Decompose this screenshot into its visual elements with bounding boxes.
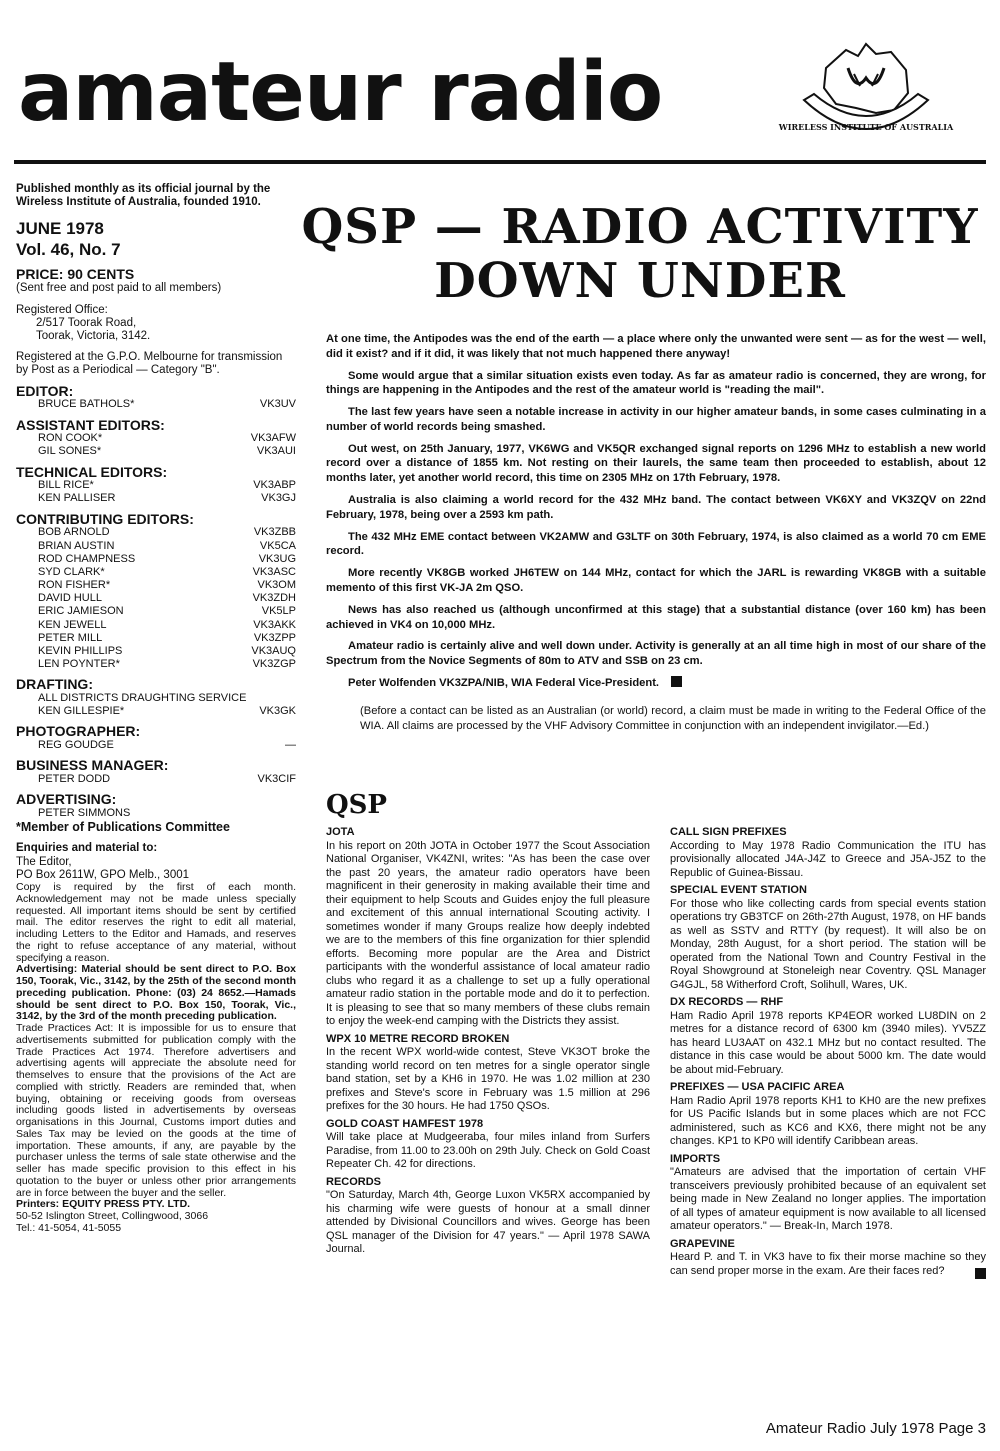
news-body: Ham Radio April 1978 reports KH1 to KH0 are the new prefixes for US Pacific Islands but in some places which are not FCC administered, such as KC6 and KX6, there might not be any changes. KP1 to KP0 will identify Caribbean areas. <box>670 1094 986 1148</box>
news-heading: JOTA <box>326 826 355 838</box>
staff-callsign: VK3UG <box>258 552 296 565</box>
article-paragraph: News has also reached us (although unconfirmed at this stage) that a substantial distance (over 160 km) has been achieved in VK4 on 10,000 MHz. <box>326 603 986 631</box>
feature-headline <box>300 200 980 308</box>
staff-row <box>16 492 296 505</box>
article-paragraph: Out west, on 25th January, 1977, VK6WG and VK5QR exchanged signal reports on 1296 MHz to establish a new world record over a distance of 1855 km. Not resting on their laurels, the same team then proceeded to establish, about 12 months later, yet another world record, this time on 2305 MHz on 17th February, 1978. <box>326 442 986 485</box>
news-body: In the recent WPX world-wide contest, Steve VK3OT broke the standing world record on ten metres for a single operator single band station, set by a KH6 in 1970. He was 1.02 million at 230 prefixes and Steve's score in February was 1.5 million at 296 prefixes for the 30 hours. He had 1750 QSOs. <box>326 1046 650 1113</box>
volume: Vol. 46, No. 7 <box>16 239 121 259</box>
staff-role: ASSISTANT EDITORS: <box>16 416 165 433</box>
news-heading: DX RECORDS — RHF <box>670 996 784 1009</box>
staff-row <box>16 773 296 786</box>
news-body: "Amateurs are advised that the importation of certain VHF transceivers previously prohibited because of an equivalent set being made in New Zealand no longer applies. The importation of all types of amateur equipment is now available to all licensed amateur operators." — Break-In, March 1978. <box>670 1166 986 1233</box>
staff-name: KEN JEWELL <box>38 618 107 631</box>
qsp-section-title: QSP <box>326 790 387 820</box>
printers-address: 50-52 Islington Street, Collingwood, 3066 <box>16 1210 209 1223</box>
staff-list <box>16 384 296 820</box>
staff-name: RON COOK* <box>38 432 103 445</box>
staff-row <box>16 645 296 658</box>
wia-logo <box>778 38 954 148</box>
staff-callsign: VK3UV <box>259 398 296 411</box>
staff-name: RON FISHER* <box>38 579 111 592</box>
news-heading: GOLD COAST HAMFEST 1978 <box>326 1117 484 1130</box>
news-body: In his report on 20th JOTA in October 1977 the Scout Association National Organiser, VK4ZNI, writes: "As has been the case over the past 20 years, the amateur radio operators have been magnificent in their generosity in making available their time and their equipment to help Scouts and Guides enjoy the full pleasure and excitement of this annual international Scouting activity. I sometimes wonder if many Groups realize how deeply indebted we are to the members of this fine organization for thier splendid efforts. Becoming more popular are the Area and District participants with the wonderful assistance of local amateur radio clubs who regard it as a challenge to set up a fully operational amateur radio station in the portable mode and do it to perfection. It is pleasing to see that so many members of these clubs remain to enjoy the week-end camping with the Districts they assist. <box>326 839 650 1028</box>
news-heading: SPECIAL EVENT STATION <box>670 884 807 897</box>
staff-name: ERIC JAMIESON <box>38 605 124 618</box>
registration-note: Registered at the G.P.O. Melbourne for transmission by Post as a Periodical — Category "B". <box>16 351 283 377</box>
office-line: Toorak, Victoria, 3142. <box>36 329 151 342</box>
end-mark-icon <box>975 1268 986 1279</box>
staff-row <box>16 692 296 705</box>
staff-callsign: VK3AFW <box>250 432 296 445</box>
staff-role: CONTRIBUTING EDITORS: <box>16 510 194 527</box>
staff-role: ADVERTISING: <box>16 791 117 808</box>
staff-row <box>16 605 296 618</box>
news-heading: GRAPEVINE <box>670 1237 735 1250</box>
price: PRICE: 90 CENTS <box>16 266 135 283</box>
end-mark-icon <box>671 676 682 687</box>
staff-name: BOB ARNOLD <box>38 526 110 539</box>
staff-callsign: VK3AKK <box>253 618 296 631</box>
staff-callsign: VK3ZGP <box>252 658 296 671</box>
staff-callsign: VK3ZDH <box>252 592 296 605</box>
trade-practices-notice: Trade Practices Act: It is impossible for us to ensure that advertisements submitted for publication comply with the Trade Practices Act 1974. Therefore advertisers and advertising agents will appreciate the absolute need for themselves to ensure that the provisions of the Act are complied with strictly. Readers are reminded that, when buying, obtaining or receiving goods from overseas including goods listed in advertisements by overseas organisations in this Journal, Customs import duties and Sales Tax may be levied on the goods at the time of importation. These amounts, if any, are payable by the purchaser unless the terms of sale state otherwise and the seller has made specific provision to this effect in his quotation to the buyer or unless other prior arrangements are in force between the buyer and the seller. <box>16 1022 296 1199</box>
staff-name: PETER SIMMONS <box>38 806 131 819</box>
staff-name: KEN PALLISER <box>38 492 116 505</box>
copy-notice: Copy is required by the first of each month. Acknowledgement may not be made unless specially requested. All important items should be sent by certified mail. The editor reserves the right to edit all material, including Letters to the Editor and Hamads, and reserves the right to refuse acceptance of any material, without specifying a reason. <box>16 881 296 964</box>
enquiries-line: PO Box 2611W, GPO Melb., 3001 <box>16 868 190 881</box>
news-heading: RECORDS <box>326 1175 382 1188</box>
staff-row <box>16 592 296 605</box>
staff-row <box>16 398 296 411</box>
advertising-notice: Advertising: Material should be sent direct to P.O. Box 150, Toorak, Vic., 3142, by the 25th of the second month preceding publication. Phone: (03) 24 8652.—Hamads should be sent direct to P.O. Box 150, Toorak, Vic., 3142, by the 3rd of the month preceding publication. <box>16 963 296 1023</box>
headline-line: DOWN UNDER <box>434 253 846 310</box>
staff-role: TECHNICAL EDITORS: <box>16 463 168 480</box>
staff-role: BUSINESS MANAGER: <box>16 757 169 774</box>
staff-callsign: — <box>285 739 296 752</box>
staff-name: GIL SONES* <box>38 445 102 458</box>
news-body: For those who like collecting cards from special events station operations try GB3TCF on 26th-27th August, 1978, on HF bands as well as SSTV and RTTY (by request). It will also be on Monday, 28th August, for a short period. The station will be operated from the National Town and Country Festival in the Royal Showground at Stoneleigh near Coventry. QSL Manager G4GJL, 58 Witherford Croft, Solihull, Wares, UK. <box>670 897 986 991</box>
staff-name: BRUCE BATHOLS* <box>38 398 135 411</box>
staff-row <box>16 445 296 458</box>
staff-row <box>16 553 296 566</box>
staff-name: REG GOUDGE <box>38 739 114 752</box>
article-paragraph: Australia is also claiming a world record for the 432 MHz band. The contact between VK6XY and VK3ZQV on 22nd February, 1978, being over a 2593 km path. <box>326 494 986 521</box>
staff-name: DAVID HULL <box>38 592 102 605</box>
staff-row <box>16 807 296 820</box>
headline-line: QSP — RADIO ACTIVITY <box>301 199 979 255</box>
masthead-title: amateur radio <box>18 45 663 140</box>
staff-row <box>16 579 296 592</box>
staff-callsign: VK5LP <box>261 605 296 618</box>
staff-name: BILL RICE* <box>38 479 94 492</box>
staff-name: PETER DODD <box>38 773 111 785</box>
staff-row <box>16 739 296 752</box>
news-heading: PREFIXES — USA PACIFIC AREA <box>670 1081 845 1094</box>
news-heading: IMPORTS <box>670 1152 721 1165</box>
staff-name: SYD CLARK* <box>38 565 105 578</box>
staff-callsign: VK3AUQ <box>251 645 296 657</box>
staff-role: EDITOR: <box>16 382 74 399</box>
article-signature: Peter Wolfenden VK3ZPA/NIB, WIA Federal Vice-President. <box>326 676 986 691</box>
staff-callsign: VK5CA <box>259 539 296 552</box>
staff-name: KEVIN PHILLIPS <box>38 645 123 657</box>
committee-note: *Member of Publications Committee <box>16 820 230 835</box>
staff-callsign: VK3OM <box>257 579 296 592</box>
printers: Printers: EQUITY PRESS PTY. LTD. <box>16 1198 191 1211</box>
article-paragraph: The last few years have seen a notable increase in activity in our higher amateur bands, in some cases culminating in a number of world records being smashed. <box>326 406 986 433</box>
staff-row <box>16 705 296 718</box>
staff-name: ALL DISTRICTS DRAUGHTING SERVICE <box>38 692 247 705</box>
qsp-column-b <box>670 822 986 1279</box>
office-label: Registered Office: <box>16 303 108 316</box>
qsp-column-a <box>326 822 650 1257</box>
staff-callsign: VK3ABP <box>253 479 296 492</box>
page-footer: Amateur Radio July 1978 Page 3 <box>765 1420 986 1437</box>
staff-name: KEN GILLESPIE* <box>38 705 125 718</box>
article-paragraph: The 432 MHz EME contact between VK2AMW and G3LTF on 30th February, 1974, is also claimed as a world 70 cm EME record. <box>326 530 986 558</box>
enquiries-title: Enquiries and material to: <box>16 842 158 855</box>
staff-name: BRIAN AUSTIN <box>38 539 115 552</box>
staff-row <box>16 632 296 645</box>
staff-callsign: VK3ZPP <box>253 631 296 644</box>
news-body: "On Saturday, March 4th, George Luxon VK5RX accompanied by his charming wife were guests of honour at a small dinner attended by Divisional Councillors and wives. George has been QSL manager of the Division for 47 years." — April 1978 SAWA Journal. <box>326 1189 650 1256</box>
price-note: (Sent free and post paid to all members) <box>16 282 222 295</box>
staff-name: LEN POYNTER* <box>38 658 120 671</box>
staff-callsign: VK3ZBB <box>253 526 296 539</box>
staff-row <box>16 526 296 539</box>
printers-tel: Tel.: 41-5054, 41-5055 <box>16 1221 122 1234</box>
article-paragraph: Some would argue that a similar situation exists even today. As far as amateur radio is concerned, they are wrong, for things are happening in the Antipodes and the rest of the amateur world is "reading the mail". <box>326 369 986 397</box>
feature-article <box>326 332 986 698</box>
enquiries-line: The Editor, <box>16 855 72 868</box>
staff-callsign: VK3ASC <box>252 565 296 578</box>
news-body: Will take place at Mudgeeraba, four miles inland from Surfers Paradise, from 11.00 to 23.00h on 29th July. Check on Gold Coast Repeater Ch. 42 for directions. <box>326 1131 650 1171</box>
svg-text:WIRELESS INSTITUTE OF AUSTRALI: WIRELESS INSTITUTE OF AUSTRALIA <box>778 122 954 132</box>
staff-callsign: VK3CIF <box>257 773 296 785</box>
article-paragraph: Amateur radio is certainly alive and well down under. Activity is generally at an all time high in most of our share of the Spectrum from the Novice Segments of 80m to ATV and SSB on 23 cm. <box>326 640 986 668</box>
masthead-rule <box>14 160 986 164</box>
staff-row <box>16 540 296 553</box>
staff-row <box>16 479 296 492</box>
article-paragraph: More recently VK8GB worked JH6TEW on 144 MHz, contact for which the JARL is rewarding VK8GB with a suitable memento of this first VK-JA 2m QSO. <box>326 567 986 594</box>
editor-note: (Before a contact can be listed as an Australian (or world) record, a claim must be made in writing to the Federal Office of the WIA. All claims are processed by the VHF Advisory Committee in conjunction with an independent invigilator.—Ed.) <box>360 705 986 732</box>
article-paragraph: At one time, the Antipodes was the end of the earth — a place where only the unwanted were sent — as for the west — well, did it exist? and if it did, it was likely that not much happened there anyway! <box>326 333 986 360</box>
news-body: Heard P. and T. in VK3 have to fix their morse machine so they can send proper morse in the exam. Are their faces red? <box>670 1251 986 1277</box>
staff-name: ROD CHAMPNESS <box>38 552 136 565</box>
issue-date: JUNE 1978 <box>16 219 104 239</box>
staff-callsign: VK3GK <box>259 705 296 718</box>
staff-role: DRAFTING: <box>16 676 93 693</box>
staff-callsign: VK3AUI <box>256 445 296 458</box>
staff-name: PETER MILL <box>38 631 103 644</box>
staff-row <box>16 566 296 579</box>
news-body: According to May 1978 Radio Communication the ITU has provisionally allocated J4A-J4Z to Greece and J5A-J5Z to the Republic of Guinea-Bissau. <box>670 839 986 879</box>
news-heading: CALL SIGN PREFIXES <box>670 826 787 838</box>
staff-row <box>16 658 296 671</box>
staff-row <box>16 432 296 445</box>
publication-note: Published monthly as its official journal by the Wireless Institute of Australia, founded 1910. <box>16 183 271 209</box>
staff-callsign: VK3GJ <box>261 492 296 505</box>
news-body: Ham Radio April 1978 reports KP4EOR worked LU8DIN on 2 metres for a distance record of 6300 km (3940 miles). YV5ZZ has heard LU3AAT on 432.1 MHz but no contact resulted. The distance in this case would be about 5000 km. The date would be about mid-February. <box>670 1009 986 1076</box>
masthead-sidebar <box>16 183 296 1235</box>
office-line: 2/517 Toorak Road, <box>36 316 137 329</box>
staff-role: PHOTOGRAPHER: <box>16 723 141 740</box>
staff-row <box>16 619 296 632</box>
news-heading: WPX 10 METRE RECORD BROKEN <box>326 1032 510 1045</box>
